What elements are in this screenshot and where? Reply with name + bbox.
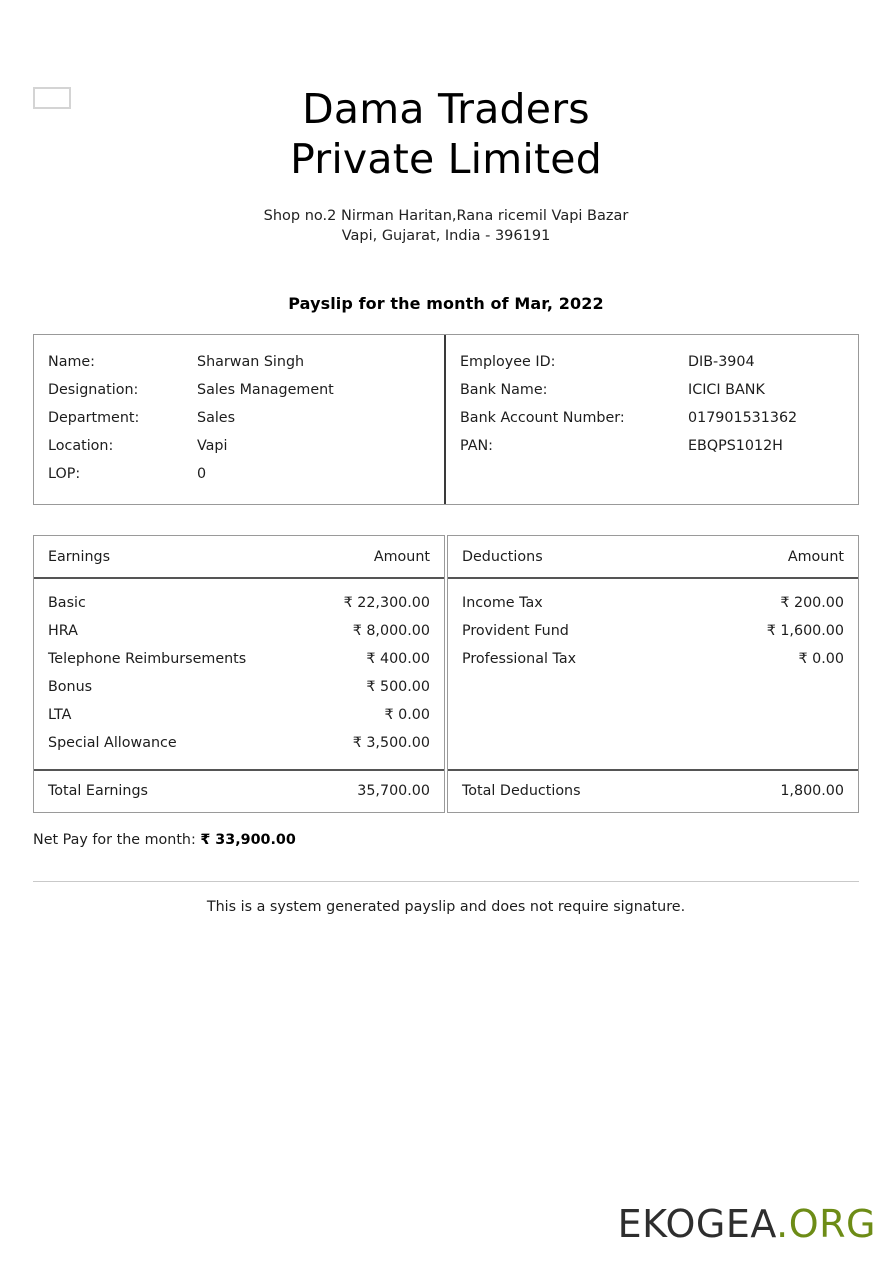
table-row (34, 617, 444, 645)
footer-divider (33, 881, 859, 882)
payslip-title: Payslip for the month of Mar, 2022 (288, 294, 604, 313)
table-row (448, 645, 858, 673)
info-label-employee-id: Employee ID: (460, 354, 556, 370)
deduction-label-professional-tax: Professional Tax (462, 651, 577, 667)
info-label-location: Location: (48, 438, 114, 454)
table-row (34, 589, 444, 617)
table-row (34, 673, 444, 701)
info-value-employee-id: DIB-3904 (688, 354, 755, 370)
company-name-line2: Private Limited (290, 135, 602, 183)
info-label-bank-account-number: Bank Account Number: (460, 410, 625, 426)
info-value-department: Sales (197, 410, 236, 426)
table-row (34, 701, 444, 729)
info-row-bank-name (446, 376, 858, 404)
earning-label-hra: HRA (48, 623, 78, 639)
company-address-line1: Shop no.2 Nirman Haritan,Rana ricemil Vapi Bazar (263, 208, 629, 224)
earnings-deductions-section (33, 535, 859, 813)
info-value-name: Sharwan Singh (197, 354, 305, 370)
payslip-body (33, 334, 859, 915)
info-label-lop: LOP: (48, 466, 81, 482)
earnings-header-amount: Amount (373, 549, 430, 565)
earnings-table-body (34, 579, 444, 769)
earnings-table (33, 535, 445, 813)
employee-info-table (33, 334, 859, 505)
info-value-pan: EBQPS1012H (688, 438, 783, 454)
earning-amount-basic: ₹ 22,300.00 (343, 595, 430, 611)
earnings-header-label: Earnings (48, 549, 111, 565)
company-name-line1: Dama Traders (302, 85, 590, 133)
footer-note: This is a system generated payslip and does not require signature. (206, 899, 686, 915)
info-value-location: Vapi (197, 438, 228, 454)
total-earnings-label: Total Earnings (48, 783, 148, 799)
earning-amount-telephone-reimbursements: ₹ 400.00 (366, 651, 430, 667)
deduction-amount-provident-fund: ₹ 1,600.00 (766, 623, 844, 639)
info-value-bank-account-number: 017901531362 (688, 410, 798, 426)
total-earnings-amount: 35,700.00 (357, 783, 430, 799)
earning-label-telephone-reimbursements: Telephone Reimbursements (48, 651, 247, 667)
earning-amount-lta: ₹ 0.00 (384, 707, 430, 723)
deduction-label-provident-fund: Provident Fund (462, 623, 569, 639)
deductions-table (447, 535, 859, 813)
earning-amount-special-allowance: ₹ 3,500.00 (352, 735, 430, 751)
earning-label-bonus: Bonus (48, 679, 93, 695)
info-value-lop: 0 (197, 466, 207, 482)
info-label-pan: PAN: (460, 438, 493, 454)
earning-amount-hra: ₹ 8,000.00 (352, 623, 430, 639)
ekogea-watermark (617, 1202, 876, 1246)
document-header (0, 0, 892, 246)
total-deductions-label: Total Deductions (462, 783, 581, 799)
net-pay-amount: ₹ 33,900.00 (200, 832, 296, 848)
earning-amount-bonus: ₹ 500.00 (366, 679, 430, 695)
info-label-department: Department: (48, 410, 140, 426)
employee-info-column-right (446, 335, 858, 504)
total-deductions-amount: 1,800.00 (780, 783, 844, 799)
info-row-location (34, 432, 444, 460)
deductions-header-label: Deductions (462, 549, 543, 565)
deduction-label-income-tax: Income Tax (462, 595, 543, 611)
info-row-bank-account-number (446, 404, 858, 432)
earning-label-special-allowance: Special Allowance (48, 735, 177, 751)
table-row (448, 589, 858, 617)
table-row (34, 729, 444, 757)
info-row-lop (34, 460, 444, 488)
table-row (34, 645, 444, 673)
info-row-department (34, 404, 444, 432)
earnings-table-header (34, 536, 444, 579)
deduction-amount-professional-tax: ₹ 0.00 (798, 651, 844, 667)
employee-info-column-left (34, 335, 446, 504)
table-row (448, 617, 858, 645)
company-address (0, 206, 892, 246)
earning-label-lta: LTA (48, 707, 72, 723)
info-row-designation (34, 376, 444, 404)
info-value-designation: Sales Management (197, 382, 334, 398)
company-logo-placeholder (33, 87, 71, 109)
info-row-name (34, 348, 444, 376)
info-row-pan (446, 432, 858, 460)
deductions-table-header (448, 536, 858, 579)
watermark-name: EKOGEA (617, 1202, 777, 1246)
info-label-bank-name: Bank Name: (460, 382, 548, 398)
info-label-name: Name: (48, 354, 95, 370)
info-row-employee-id (446, 348, 858, 376)
earnings-total-row (34, 769, 444, 812)
deductions-total-row (448, 769, 858, 812)
company-address-line2: Vapi, Gujarat, India - 396191 (341, 228, 551, 244)
net-pay-row (33, 832, 859, 848)
earning-label-basic: Basic (48, 595, 86, 611)
info-value-bank-name: ICICI BANK (688, 382, 765, 398)
net-pay-label: Net Pay for the month: (33, 832, 196, 848)
watermark-tld: .ORG (776, 1202, 876, 1246)
info-label-designation: Designation: (48, 382, 139, 398)
deductions-table-body (448, 579, 858, 769)
deduction-amount-income-tax: ₹ 200.00 (780, 595, 844, 611)
deductions-header-amount: Amount (787, 549, 844, 565)
